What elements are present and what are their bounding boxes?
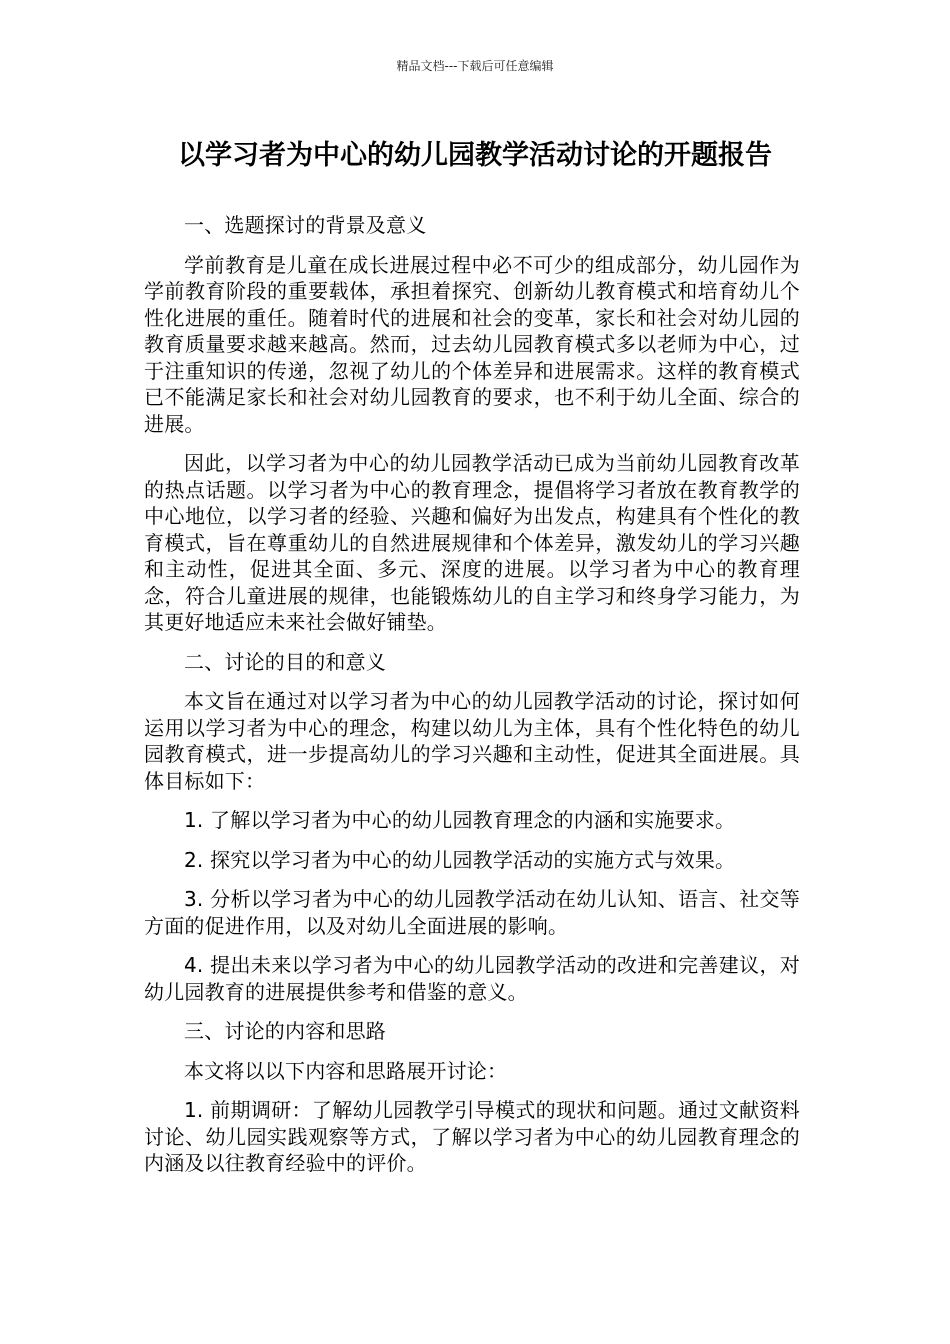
section-heading-1: 一、选题探讨的背景及意义 [184,213,427,237]
section-heading-3: 三、讨论的内容和思路 [184,1019,386,1043]
header-note: 精品文档---下载后可任意编辑 [396,59,554,73]
list-item-step-1: 1. 前期调研：了解幼儿园教学引导模式的现状和问题。通过文献资料讨论、幼儿园实践观察等方式，了解以学习者为中心的幼儿园教育理念的内涵及以往教育经验中的评价。 [144,1098,800,1175]
list-item-goal-2: 2. 探究以学习者为中心的幼儿园教学活动的实施方式与效果。 [184,847,736,872]
document-title: 以学习者为中心的幼儿园教学活动讨论的开题报告 [178,140,772,171]
paragraph-purpose: 本文旨在通过对以学习者为中心的幼儿园教学活动的讨论，探讨如何运用以学习者为中心的理念，构建以幼儿为主体，具有个性化特色的幼儿园教育模式，进一步提高幼儿的学习兴趣和主动性，促进其全面进展。具体目标如下： [144,689,800,793]
paragraph-background: 学前教育是儿童在成长进展过程中必不可少的组成部分，幼儿园作为学前教育阶段的重要载体，承担着探究、创新幼儿教育模式和培育幼儿个性化进展的重任。随着时代的进展和社会的变革，家长和社会对幼儿园的教育质量要求越来越高。然而，过去幼儿园教育模式多以老师为中心，过于注重知识的传递，忽视了幼儿的个体差异和进展需求。这样的教育模式已不能满足家长和社会对幼儿园教育的要求，也不利于幼儿全面、综合的进展。 [144,252,800,436]
list-item-goal-4: 4. 提出未来以学习者为中心的幼儿园教学活动的改进和完善建议，对幼儿园教育的进展提供参考和借鉴的意义。 [144,953,800,1004]
paragraph-reform: 因此，以学习者为中心的幼儿园教学活动已成为当前幼儿园教育改革的热点话题。以学习者为中心的教育理念，提倡将学习者放在教育教学的中心地位，以学习者的经验、兴趣和偏好为出发点，构建具有个性化的教育模式，旨在尊重幼儿的自然进展规律和个体差异，激发幼儿的学习兴趣和主动性，促进其全面、多元、深度的进展。以学习者为中心的教育理念，符合儿童进展的规律，也能锻炼幼儿的自主学习和终身学习能力，为其更好地适应未来社会做好铺垫。 [144,451,800,634]
list-item-goal-1: 1. 了解以学习者为中心的幼儿园教育理念的内涵和实施要求。 [184,808,736,832]
paragraph-outline-intro: 本文将以以下内容和思路展开讨论： [184,1058,508,1083]
document-body [144,212,800,1190]
section-heading-2: 二、讨论的目的和意义 [184,649,386,674]
list-item-goal-3: 3. 分析以学习者为中心的幼儿园教学活动在幼儿认知、语言、社交等方面的促进作用，以及对幼儿全面进展的影响。 [144,887,800,938]
